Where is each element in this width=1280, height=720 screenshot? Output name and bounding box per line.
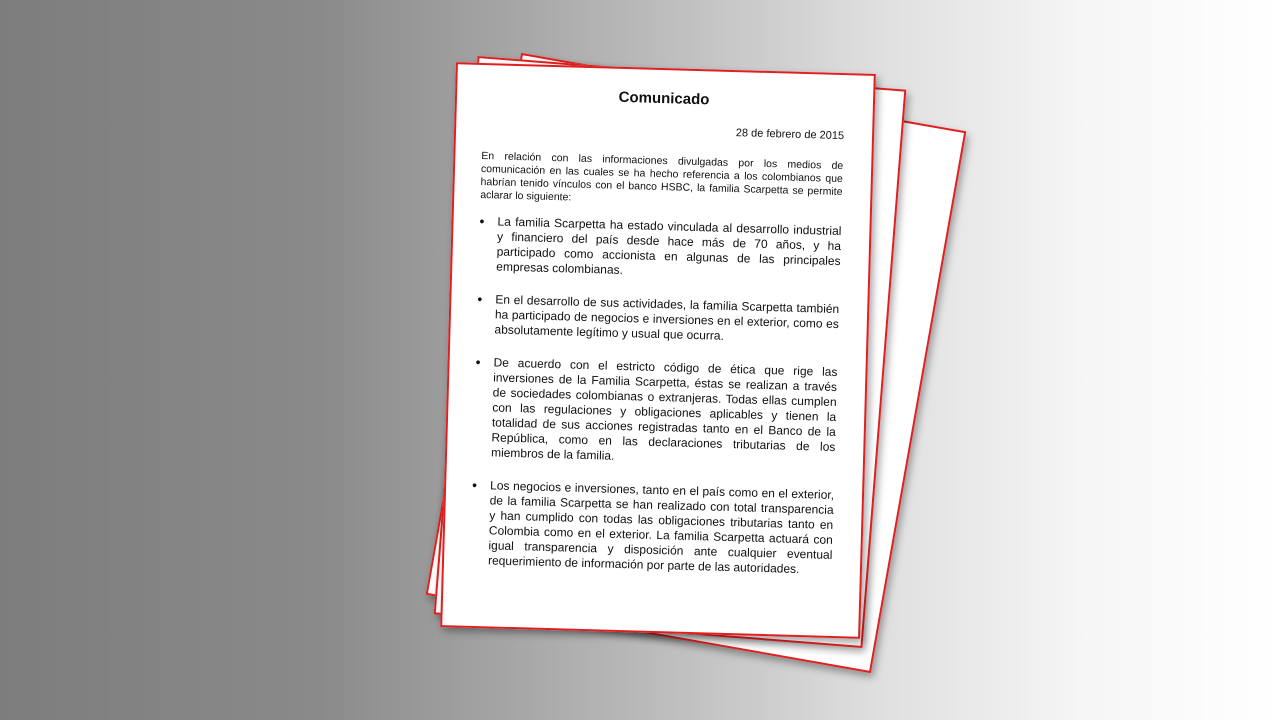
bullet-text: En el desarrollo de sus actividades, la familia Scarpetta también ha participado de negocios e inversiones en el exterior, como es absolutamente legítimo y usual que ocurra. bbox=[494, 292, 840, 343]
bullet-text: La familia Scarpetta ha estado vinculada al desarrollo industrial y financiero del país desde hace más de 70 años, y ha participado como accionista en algunas de las principales empresas colombianas. bbox=[496, 214, 842, 277]
document-title: Comunicado bbox=[618, 88, 710, 109]
document-date: 28 de febrero de 2015 bbox=[735, 127, 845, 143]
front-sheet bbox=[440, 62, 876, 639]
bullet-text: Los negocios e inversiones, tanto en el país como en el exterior, de la familia Scarpetta se han realizado con total transparencia y han cumplido con todas las obligaciones tributarias tanto en Colombia como en el exterior. La familia Scarpetta actuará con igual transparencia y disposición ante cualquier eventual requerimiento de información por parte de las autoridades. bbox=[487, 478, 835, 577]
bullet-icon: • bbox=[475, 353, 481, 371]
list-item bbox=[478, 214, 842, 284]
list-item bbox=[473, 355, 838, 470]
bullet-icon: • bbox=[471, 476, 478, 493]
document-intro: En relación con las informaciones divulgadas por los medios de comunicación en las cuales se ha hecho referencia a los colombianos que habrían tenido vínculos con el banco HSBC, la familia Scarpetta se permite aclarar lo siguiente: bbox=[480, 149, 844, 204]
bullet-list bbox=[470, 214, 842, 578]
bullet-text: De acuerdo con el estricto código de ética que rige las inversiones de la Familia Scarpetta, éstas se realizan a través de sociedades colombianas o extranjeras. Todas ellas cumplen con las regulaciones y obligaciones aplicables y tienen la totalidad de sus acciones registradas tanto en el Banco de la República, como en las declaraciones tributarias de los miembros de la familia. bbox=[490, 355, 838, 463]
list-item bbox=[476, 292, 839, 347]
list-item bbox=[470, 478, 834, 578]
bullet-icon: • bbox=[479, 212, 485, 230]
bullet-icon: • bbox=[477, 290, 483, 308]
